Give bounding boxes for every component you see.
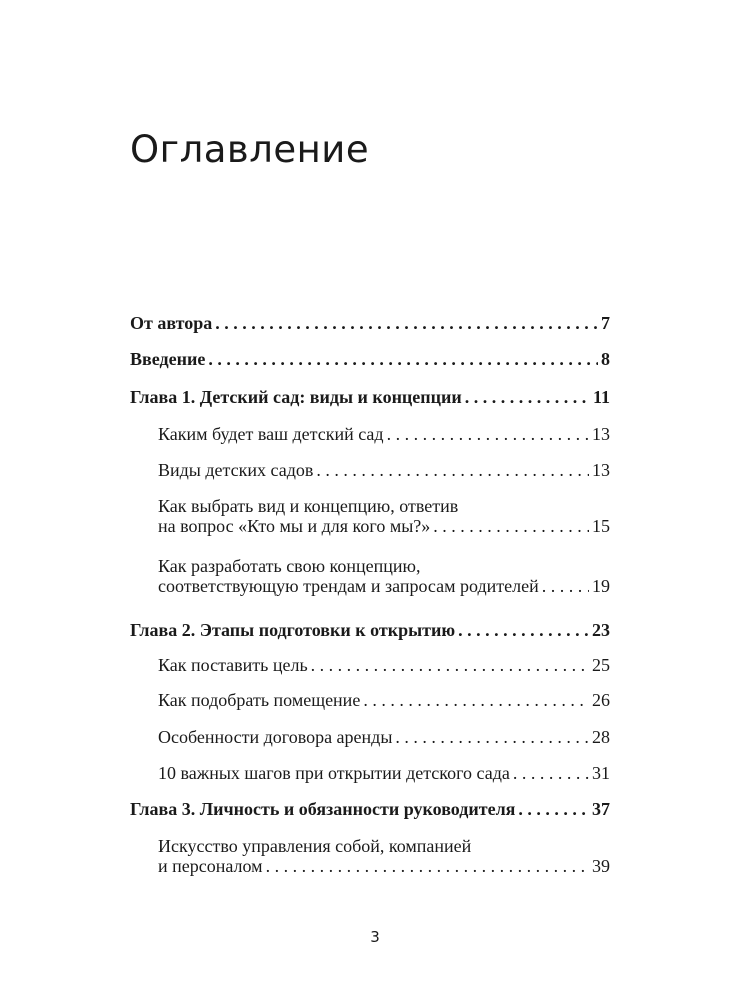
toc-entry-chapter-2[interactable] xyxy=(130,620,610,640)
toc-entry-section-2-4[interactable] xyxy=(158,763,610,783)
toc-entry-title-line: Как выбрать вид и концепцию, ответив xyxy=(158,496,459,516)
dot-leader xyxy=(316,460,589,480)
toc-entry-from-author[interactable] xyxy=(130,313,610,333)
toc-entry-title: Глава 2. Этапы подготовки к открытию xyxy=(130,620,456,640)
toc-entry-title-line: Как разработать свою концепцию, xyxy=(158,556,421,576)
toc-page-number: 13 xyxy=(592,460,610,480)
toc-page-number: 25 xyxy=(592,655,610,675)
toc-entry-section-1-3[interactable] xyxy=(158,496,610,536)
toc-entry-title: Глава 3. Личность и обязанности руководителя xyxy=(130,799,516,819)
dot-leader xyxy=(395,727,589,747)
toc-entry-chapter-1[interactable] xyxy=(130,387,610,407)
page-title: Оглавление xyxy=(130,128,370,171)
dot-leader xyxy=(542,576,589,596)
toc-entry-section-1-4[interactable] xyxy=(158,556,610,596)
toc-entry-introduction[interactable] xyxy=(130,349,610,369)
toc-entry-section-2-2[interactable] xyxy=(158,690,610,710)
dot-leader xyxy=(266,856,589,876)
toc-entry-title: Введение xyxy=(130,349,206,369)
toc-page-number: 11 xyxy=(592,387,610,407)
toc-page-number: 15 xyxy=(592,516,610,536)
toc-entry-section-2-3[interactable] xyxy=(158,727,610,747)
toc-entry-title: Как поставить цель xyxy=(158,655,308,675)
toc-page-number: 7 xyxy=(601,313,610,333)
dot-leader xyxy=(215,313,598,333)
dot-leader xyxy=(387,424,589,444)
dot-leader xyxy=(433,516,589,536)
toc-entry-title-line: Искусство управления собой, компанией xyxy=(158,836,472,856)
toc-entry-title: соответствующую трендам и запросам родителей xyxy=(158,576,539,596)
toc-entry-title: 10 важных шагов при открытии детского сада xyxy=(158,763,510,783)
toc-page-number: 19 xyxy=(592,576,610,596)
dot-leader xyxy=(363,690,589,710)
toc-page-number: 13 xyxy=(592,424,610,444)
toc-entry-title: От автора xyxy=(130,313,213,333)
toc-entry-title: на вопрос «Кто мы и для кого мы?» xyxy=(158,516,431,536)
toc-page-number: 28 xyxy=(592,727,610,747)
toc-entry-section-3-1[interactable] xyxy=(158,836,610,876)
toc-page-number: 39 xyxy=(592,856,610,876)
toc-entry-title: Глава 1. Детский сад: виды и концепции xyxy=(130,387,462,407)
toc-page-number: 8 xyxy=(601,349,610,369)
dot-leader xyxy=(458,620,589,640)
dot-leader xyxy=(208,349,598,369)
dot-leader xyxy=(518,799,589,819)
toc-entry-title: и персоналом xyxy=(158,856,263,876)
page-number-footer: 3 xyxy=(370,928,380,946)
dot-leader xyxy=(311,655,589,675)
toc-entry-title: Как подобрать помещение xyxy=(158,690,361,710)
toc-entry-section-1-2[interactable] xyxy=(158,460,610,480)
dot-leader xyxy=(465,387,590,407)
toc-entry-title: Каким будет ваш детский сад xyxy=(158,424,384,444)
toc-entry-title: Особенности договора аренды xyxy=(158,727,393,747)
toc-entry-chapter-3[interactable] xyxy=(130,799,610,819)
dot-leader xyxy=(513,763,589,783)
toc-page-number: 23 xyxy=(592,620,610,640)
toc-page-number: 37 xyxy=(592,799,610,819)
toc-page-number: 31 xyxy=(592,763,610,783)
toc-entry-section-2-1[interactable] xyxy=(158,655,610,675)
toc-page-number: 26 xyxy=(592,690,610,710)
toc-entry-title: Виды детских садов xyxy=(158,460,314,480)
toc-entry-section-1-1[interactable] xyxy=(158,424,610,444)
